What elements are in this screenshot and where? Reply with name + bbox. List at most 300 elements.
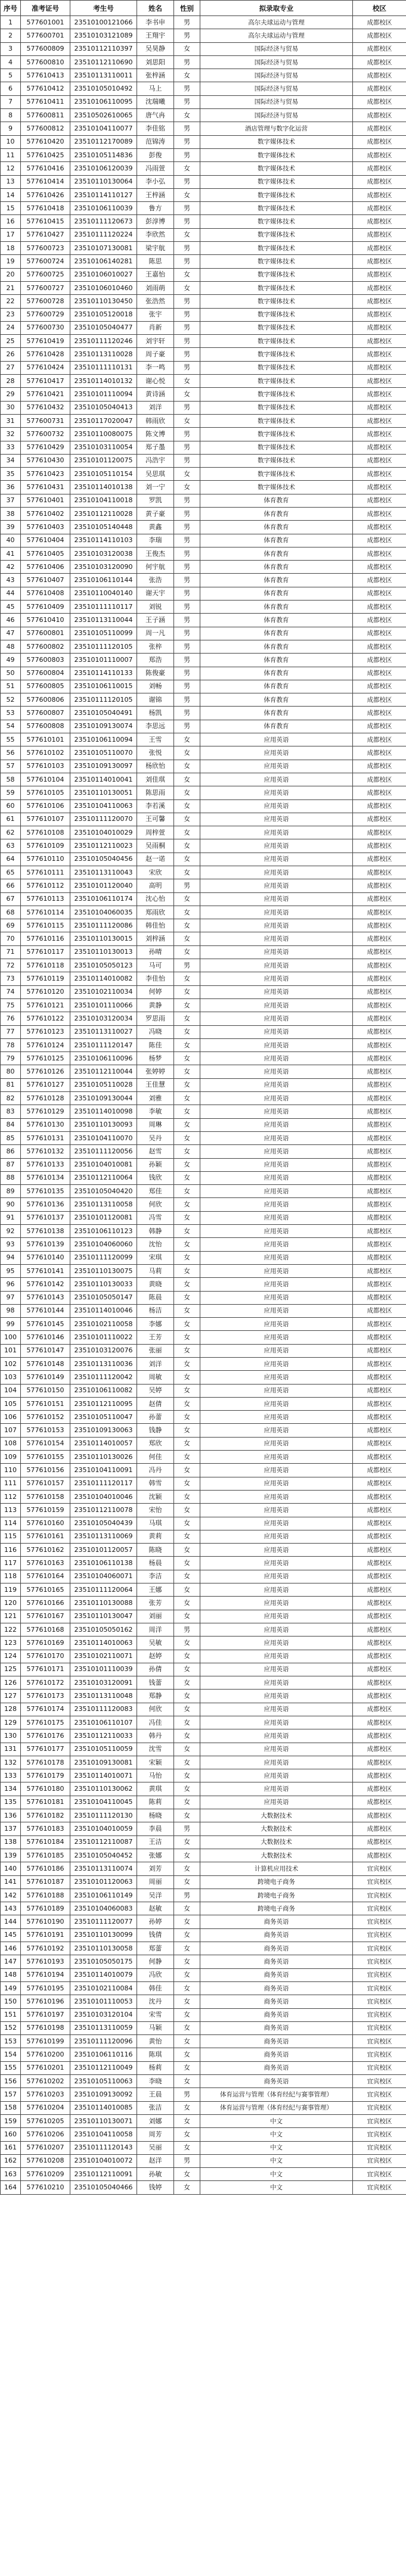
cell-admission-ticket: 577610429 xyxy=(21,441,70,454)
cell-campus: 成都校区 xyxy=(353,1477,406,1490)
cell-campus: 宜宾校区 xyxy=(353,1955,406,1968)
cell-gender: 女 xyxy=(174,2008,200,2021)
cell-index: 95 xyxy=(1,1264,21,1277)
cell-admission-ticket: 577610415 xyxy=(21,215,70,228)
cell-gender: 女 xyxy=(174,1384,200,1397)
cell-exam-id: 23510114010132 xyxy=(70,375,137,388)
cell-name: 李敏 xyxy=(137,1105,174,1118)
cell-campus: 成都校区 xyxy=(353,1583,406,1597)
cell-index: 148 xyxy=(1,1968,21,1981)
cell-major: 跨境电子商务 xyxy=(200,1902,353,1915)
cell-admission-ticket: 577610161 xyxy=(21,1530,70,1543)
cell-exam-id: 23510110130071 xyxy=(70,2114,137,2127)
cell-major: 中文 xyxy=(200,2114,353,2127)
cell-index: 136 xyxy=(1,1809,21,1822)
cell-campus: 成都校区 xyxy=(353,109,406,122)
cell-exam-id: 23510102110058 xyxy=(70,1318,137,1331)
cell-major: 应用英语 xyxy=(200,1278,353,1291)
cell-campus: 成都校区 xyxy=(353,1663,406,1676)
cell-name: 沈瑞曦 xyxy=(137,95,174,108)
cell-name: 杨晨 xyxy=(137,1557,174,1570)
cell-major: 应用英语 xyxy=(200,906,353,919)
cell-gender: 男 xyxy=(174,321,200,334)
cell-name: 吴敏 xyxy=(137,1637,174,1650)
cell-name: 李晓 xyxy=(137,2075,174,2088)
cell-gender: 女 xyxy=(174,1544,200,1557)
cell-index: 107 xyxy=(1,1424,21,1437)
table-row xyxy=(1,1889,406,1902)
cell-campus: 成都校区 xyxy=(353,1557,406,1570)
cell-campus: 成都校区 xyxy=(353,481,406,494)
cell-name: 肖新 xyxy=(137,321,174,334)
cell-exam-id: 23510105110059 xyxy=(70,1743,137,1756)
cell-name: 冯雨萱 xyxy=(137,162,174,175)
cell-name: 陈俊豪 xyxy=(137,667,174,680)
cell-gender: 女 xyxy=(174,2128,200,2141)
cell-campus: 成都校区 xyxy=(353,414,406,427)
table-row xyxy=(1,255,406,268)
cell-campus: 成都校区 xyxy=(353,308,406,321)
cell-admission-ticket: 577610430 xyxy=(21,454,70,467)
cell-campus: 宜宾校区 xyxy=(353,2035,406,2048)
cell-name: 刘娜 xyxy=(137,2114,174,2127)
cell-admission-ticket: 577610128 xyxy=(21,1092,70,1105)
cell-admission-ticket: 577610114 xyxy=(21,906,70,919)
cell-admission-ticket: 577610162 xyxy=(21,1544,70,1557)
cell-major: 数字媒体技术 xyxy=(200,295,353,308)
cell-gender: 女 xyxy=(174,1344,200,1357)
cell-admission-ticket: 577610131 xyxy=(21,1131,70,1144)
cell-campus: 成都校区 xyxy=(353,1318,406,1331)
table-row xyxy=(1,2181,406,2194)
cell-major: 大数据技术 xyxy=(200,1809,353,1822)
cell-campus: 成都校区 xyxy=(353,175,406,188)
cell-name: 陈文博 xyxy=(137,428,174,441)
cell-name: 赵婷 xyxy=(137,1650,174,1663)
cell-campus: 成都校区 xyxy=(353,1743,406,1756)
table-row xyxy=(1,321,406,334)
cell-gender: 女 xyxy=(174,1769,200,1782)
cell-index: 56 xyxy=(1,746,21,760)
cell-index: 46 xyxy=(1,614,21,627)
table-row xyxy=(1,799,406,813)
cell-exam-id: 23510103120076 xyxy=(70,1344,137,1357)
table-row xyxy=(1,2141,406,2154)
cell-admission-ticket: 577610420 xyxy=(21,135,70,148)
cell-index: 130 xyxy=(1,1729,21,1743)
cell-campus: 成都校区 xyxy=(353,892,406,906)
cell-gender: 男 xyxy=(174,574,200,587)
cell-index: 54 xyxy=(1,720,21,733)
cell-gender: 男 xyxy=(174,654,200,667)
cell-campus: 成都校区 xyxy=(353,985,406,998)
cell-major: 数字媒体技术 xyxy=(200,148,353,161)
cell-major: 体育教育 xyxy=(200,707,353,720)
cell-exam-id: 23510110080075 xyxy=(70,428,137,441)
cell-index: 17 xyxy=(1,228,21,241)
cell-exam-id: 23510105114836 xyxy=(70,148,137,161)
cell-campus: 成都校区 xyxy=(353,1344,406,1357)
cell-name: 刘雅 xyxy=(137,1092,174,1105)
cell-admission-ticket: 577610166 xyxy=(21,1597,70,1610)
table-row xyxy=(1,1835,406,1849)
cell-campus: 成都校区 xyxy=(353,1716,406,1729)
cell-index: 24 xyxy=(1,321,21,334)
cell-campus: 成都校区 xyxy=(353,614,406,627)
cell-exam-id: 23510114010138 xyxy=(70,481,137,494)
cell-admission-ticket: 577610195 xyxy=(21,1981,70,1995)
cell-gender: 女 xyxy=(174,388,200,401)
cell-major: 高尔夫球运动与管理 xyxy=(200,29,353,42)
cell-name: 何静 xyxy=(137,1955,174,1968)
cell-index: 125 xyxy=(1,1663,21,1676)
cell-index: 116 xyxy=(1,1544,21,1557)
cell-exam-id: 23510110040140 xyxy=(70,587,137,600)
cell-index: 76 xyxy=(1,1012,21,1025)
cell-admission-ticket: 577610401 xyxy=(21,494,70,507)
cell-admission-ticket: 577610109 xyxy=(21,839,70,853)
cell-gender: 男 xyxy=(174,1623,200,1636)
table-row xyxy=(1,1052,406,1065)
cell-exam-id: 23510110130013 xyxy=(70,945,137,959)
cell-exam-id: 23510113110059 xyxy=(70,2021,137,2034)
cell-campus: 宜宾校区 xyxy=(353,2168,406,2181)
cell-campus: 成都校区 xyxy=(353,1676,406,1690)
cell-campus: 宜宾校区 xyxy=(353,2061,406,2074)
header-admission-ticket: 准考证号 xyxy=(21,1,70,16)
cell-index: 73 xyxy=(1,972,21,985)
table-row xyxy=(1,879,406,892)
cell-gender: 女 xyxy=(174,972,200,985)
cell-index: 126 xyxy=(1,1676,21,1690)
cell-exam-id: 23510111120083 xyxy=(70,1703,137,1716)
cell-index: 25 xyxy=(1,335,21,348)
cell-exam-id: 23510103120038 xyxy=(70,547,137,560)
table-row xyxy=(1,414,406,427)
table-row xyxy=(1,1597,406,1610)
cell-admission-ticket: 577610160 xyxy=(21,1517,70,1530)
cell-name: 谢锦 xyxy=(137,693,174,707)
cell-campus: 成都校区 xyxy=(353,521,406,534)
table-row xyxy=(1,2101,406,2114)
cell-admission-ticket: 577610105 xyxy=(21,786,70,799)
cell-gender: 女 xyxy=(174,1835,200,1849)
cell-admission-ticket: 577610133 xyxy=(21,1158,70,1171)
cell-index: 114 xyxy=(1,1517,21,1530)
cell-name: 杨莉 xyxy=(137,2061,174,2074)
cell-name: 李若溪 xyxy=(137,799,174,813)
cell-campus: 成都校区 xyxy=(353,441,406,454)
cell-major: 中文 xyxy=(200,2141,353,2154)
table-row xyxy=(1,2168,406,2181)
cell-admission-ticket: 577610147 xyxy=(21,1344,70,1357)
cell-major: 体育教育 xyxy=(200,574,353,587)
cell-gender: 男 xyxy=(174,401,200,414)
cell-index: 30 xyxy=(1,401,21,414)
cell-gender: 女 xyxy=(174,1357,200,1370)
cell-major: 中文 xyxy=(200,2128,353,2141)
cell-exam-id: 23510114010041 xyxy=(70,773,137,786)
cell-index: 61 xyxy=(1,813,21,826)
cell-admission-ticket: 577610156 xyxy=(21,1464,70,1477)
cell-major: 数字媒体技术 xyxy=(200,335,353,348)
cell-admission-ticket: 577610424 xyxy=(21,361,70,374)
cell-gender: 男 xyxy=(174,2154,200,2167)
cell-name: 何宇航 xyxy=(137,561,174,574)
cell-major: 应用英语 xyxy=(200,1663,353,1676)
cell-major: 数字媒体技术 xyxy=(200,175,353,188)
table-row xyxy=(1,82,406,95)
cell-name: 唐气冉 xyxy=(137,109,174,122)
cell-gender: 女 xyxy=(174,2141,200,2154)
table-row xyxy=(1,1769,406,1782)
cell-campus: 成都校区 xyxy=(353,1065,406,1078)
cell-admission-ticket: 577610170 xyxy=(21,1650,70,1663)
cell-name: 孙敏 xyxy=(137,2168,174,2181)
cell-major: 体育教育 xyxy=(200,640,353,653)
cell-name: 钱静 xyxy=(137,1424,174,1437)
cell-admission-ticket: 577610425 xyxy=(21,148,70,161)
cell-major: 数字媒体技术 xyxy=(200,268,353,281)
cell-campus: 成都校区 xyxy=(353,998,406,1012)
table-row xyxy=(1,1251,406,1264)
cell-gender: 女 xyxy=(174,1424,200,1437)
cell-name: 黄静 xyxy=(137,998,174,1012)
cell-exam-id: 23510101110022 xyxy=(70,1331,137,1344)
table-row xyxy=(1,1118,406,1131)
cell-campus: 成都校区 xyxy=(353,601,406,614)
cell-index: 27 xyxy=(1,361,21,374)
cell-campus: 成都校区 xyxy=(353,720,406,733)
table-row xyxy=(1,135,406,148)
cell-exam-id: 23510103120104 xyxy=(70,2008,137,2021)
cell-index: 40 xyxy=(1,534,21,547)
cell-admission-ticket: 577610155 xyxy=(21,1451,70,1464)
cell-major: 高尔夫球运动与管理 xyxy=(200,16,353,29)
cell-major: 应用英语 xyxy=(200,1570,353,1583)
cell-index: 48 xyxy=(1,640,21,653)
cell-gender: 女 xyxy=(174,760,200,773)
table-row xyxy=(1,587,406,600)
cell-gender: 女 xyxy=(174,1092,200,1105)
cell-exam-id: 23510104010059 xyxy=(70,1822,137,1835)
cell-gender: 女 xyxy=(174,1517,200,1530)
cell-campus: 成都校区 xyxy=(353,1384,406,1397)
cell-major: 应用英语 xyxy=(200,972,353,985)
cell-campus: 成都校区 xyxy=(353,826,406,839)
cell-exam-id: 23510105110099 xyxy=(70,627,137,640)
cell-major: 应用英语 xyxy=(200,853,353,866)
cell-name: 沈怡 xyxy=(137,1238,174,1251)
table-row xyxy=(1,773,406,786)
table-row xyxy=(1,1371,406,1384)
cell-name: 罗凯 xyxy=(137,494,174,507)
cell-gender: 女 xyxy=(174,1145,200,1158)
cell-major: 中文 xyxy=(200,2154,353,2167)
cell-major: 应用英语 xyxy=(200,1729,353,1743)
table-row xyxy=(1,281,406,294)
table-row xyxy=(1,998,406,1012)
cell-major: 应用英语 xyxy=(200,1052,353,1065)
cell-name: 钱倩 xyxy=(137,1928,174,1942)
cell-name: 马上 xyxy=(137,82,174,95)
cell-campus: 成都校区 xyxy=(353,667,406,680)
cell-index: 123 xyxy=(1,1637,21,1650)
cell-exam-id: 23510110130064 xyxy=(70,175,137,188)
cell-admission-ticket: 577610122 xyxy=(21,1012,70,1025)
cell-admission-ticket: 577610199 xyxy=(21,2035,70,2048)
cell-index: 102 xyxy=(1,1357,21,1370)
cell-index: 69 xyxy=(1,919,21,932)
cell-campus: 成都校区 xyxy=(353,1597,406,1610)
cell-exam-id: 23510109130081 xyxy=(70,1756,137,1769)
cell-index: 105 xyxy=(1,1397,21,1410)
cell-campus: 成都校区 xyxy=(353,428,406,441)
cell-exam-id: 23510106110096 xyxy=(70,1052,137,1065)
cell-campus: 宜宾校区 xyxy=(353,2128,406,2141)
cell-major: 数字媒体技术 xyxy=(200,401,353,414)
cell-major: 数字媒体技术 xyxy=(200,388,353,401)
cell-exam-id: 23510113110074 xyxy=(70,1862,137,1875)
table-row xyxy=(1,720,406,733)
cell-admission-ticket: 577610126 xyxy=(21,1065,70,1078)
table-row xyxy=(1,746,406,760)
cell-gender: 女 xyxy=(174,468,200,481)
cell-index: 71 xyxy=(1,945,21,959)
cell-campus: 成都校区 xyxy=(353,1504,406,1517)
table-row xyxy=(1,1012,406,1025)
table-row xyxy=(1,401,406,414)
cell-index: 90 xyxy=(1,1198,21,1211)
cell-name: 马怡 xyxy=(137,1769,174,1782)
cell-campus: 成都校区 xyxy=(353,95,406,108)
cell-gender: 女 xyxy=(174,1862,200,1875)
cell-name: 宋怡 xyxy=(137,1504,174,1517)
cell-campus: 成都校区 xyxy=(353,1703,406,1716)
cell-name: 周洋 xyxy=(137,1623,174,1636)
table-row xyxy=(1,122,406,135)
cell-name: 韩丹 xyxy=(137,1729,174,1743)
table-row xyxy=(1,1038,406,1051)
cell-major: 数字媒体技术 xyxy=(200,348,353,361)
cell-admission-ticket: 577610201 xyxy=(21,2061,70,2074)
cell-campus: 成都校区 xyxy=(353,361,406,374)
cell-exam-id: 23510104060060 xyxy=(70,1238,137,1251)
cell-exam-id: 23510110130062 xyxy=(70,1782,137,1796)
cell-campus: 宜宾校区 xyxy=(353,1902,406,1915)
cell-gender: 男 xyxy=(174,55,200,69)
cell-gender: 男 xyxy=(174,308,200,321)
table-row xyxy=(1,428,406,441)
cell-name: 郑佳 xyxy=(137,1185,174,1198)
cell-exam-id: 23510110130088 xyxy=(70,1597,137,1610)
cell-admission-ticket: 577610407 xyxy=(21,574,70,587)
cell-admission-ticket: 577610172 xyxy=(21,1676,70,1690)
cell-index: 43 xyxy=(1,574,21,587)
cell-exam-id: 23510104060071 xyxy=(70,1570,137,1583)
cell-admission-ticket: 577610183 xyxy=(21,1822,70,1835)
cell-major: 国际经济与贸易 xyxy=(200,55,353,69)
cell-gender: 女 xyxy=(174,1610,200,1623)
table-row xyxy=(1,1477,406,1490)
cell-index: 64 xyxy=(1,853,21,866)
cell-exam-id: 23510110130099 xyxy=(70,1928,137,1942)
table-row xyxy=(1,95,406,108)
cell-major: 数字媒体技术 xyxy=(200,308,353,321)
cell-exam-id: 23510110130033 xyxy=(70,1278,137,1291)
cell-index: 63 xyxy=(1,839,21,853)
cell-exam-id: 23510105050162 xyxy=(70,1623,137,1636)
cell-gender: 女 xyxy=(174,2114,200,2127)
cell-exam-id: 23510502610065 xyxy=(70,109,137,122)
cell-campus: 成都校区 xyxy=(353,839,406,853)
table-body xyxy=(1,16,406,2195)
cell-index: 141 xyxy=(1,1875,21,1889)
cell-campus: 宜宾校区 xyxy=(353,2141,406,2154)
cell-admission-ticket: 577610157 xyxy=(21,1477,70,1490)
cell-admission-ticket: 577610112 xyxy=(21,879,70,892)
cell-exam-id: 23510111120117 xyxy=(70,1477,137,1490)
cell-index: 42 xyxy=(1,561,21,574)
cell-admission-ticket: 577610164 xyxy=(21,1570,70,1583)
cell-campus: 宜宾校区 xyxy=(353,1862,406,1875)
cell-admission-ticket: 577610113 xyxy=(21,892,70,906)
cell-major: 商务英语 xyxy=(200,2021,353,2034)
cell-index: 37 xyxy=(1,494,21,507)
cell-index: 26 xyxy=(1,348,21,361)
table-row xyxy=(1,1464,406,1477)
cell-exam-id: 23510105040456 xyxy=(70,853,137,866)
cell-name: 沈颖 xyxy=(137,1490,174,1503)
cell-major: 酒店管理与数字化运营 xyxy=(200,122,353,135)
cell-major: 应用英语 xyxy=(200,1716,353,1729)
cell-index: 128 xyxy=(1,1703,21,1716)
cell-name: 郑浩 xyxy=(137,654,174,667)
cell-exam-id: 23510101120040 xyxy=(70,879,137,892)
cell-major: 应用英语 xyxy=(200,1318,353,1331)
cell-name: 杨晓 xyxy=(137,1809,174,1822)
cell-campus: 成都校区 xyxy=(353,1544,406,1557)
cell-exam-id: 23510103121089 xyxy=(70,29,137,42)
cell-exam-id: 23510111120070 xyxy=(70,813,137,826)
cell-admission-ticket: 577610414 xyxy=(21,175,70,188)
cell-admission-ticket: 577600727 xyxy=(21,281,70,294)
cell-admission-ticket: 577610416 xyxy=(21,162,70,175)
cell-gender: 女 xyxy=(174,1437,200,1450)
cell-index: 51 xyxy=(1,680,21,693)
cell-exam-id: 23510106110082 xyxy=(70,1384,137,1397)
cell-campus: 成都校区 xyxy=(353,1238,406,1251)
cell-gender: 女 xyxy=(174,1690,200,1703)
cell-exam-id: 23510111120077 xyxy=(70,1915,137,1928)
cell-campus: 成都校区 xyxy=(353,919,406,932)
cell-campus: 成都校区 xyxy=(353,69,406,82)
cell-admission-ticket: 577610175 xyxy=(21,1716,70,1729)
cell-admission-ticket: 577610428 xyxy=(21,348,70,361)
table-row xyxy=(1,1676,406,1690)
cell-name: 赵倩 xyxy=(137,1397,174,1410)
cell-exam-id: 23510105050147 xyxy=(70,1291,137,1304)
table-row xyxy=(1,2061,406,2074)
cell-campus: 成都校区 xyxy=(353,55,406,69)
cell-campus: 成都校区 xyxy=(353,680,406,693)
table-row xyxy=(1,574,406,587)
cell-index: 101 xyxy=(1,1344,21,1357)
cell-exam-id: 23510112110095 xyxy=(70,1397,137,1410)
cell-gender: 女 xyxy=(174,2168,200,2181)
cell-exam-id: 23510110130075 xyxy=(70,1264,137,1277)
cell-gender: 女 xyxy=(174,1995,200,2008)
